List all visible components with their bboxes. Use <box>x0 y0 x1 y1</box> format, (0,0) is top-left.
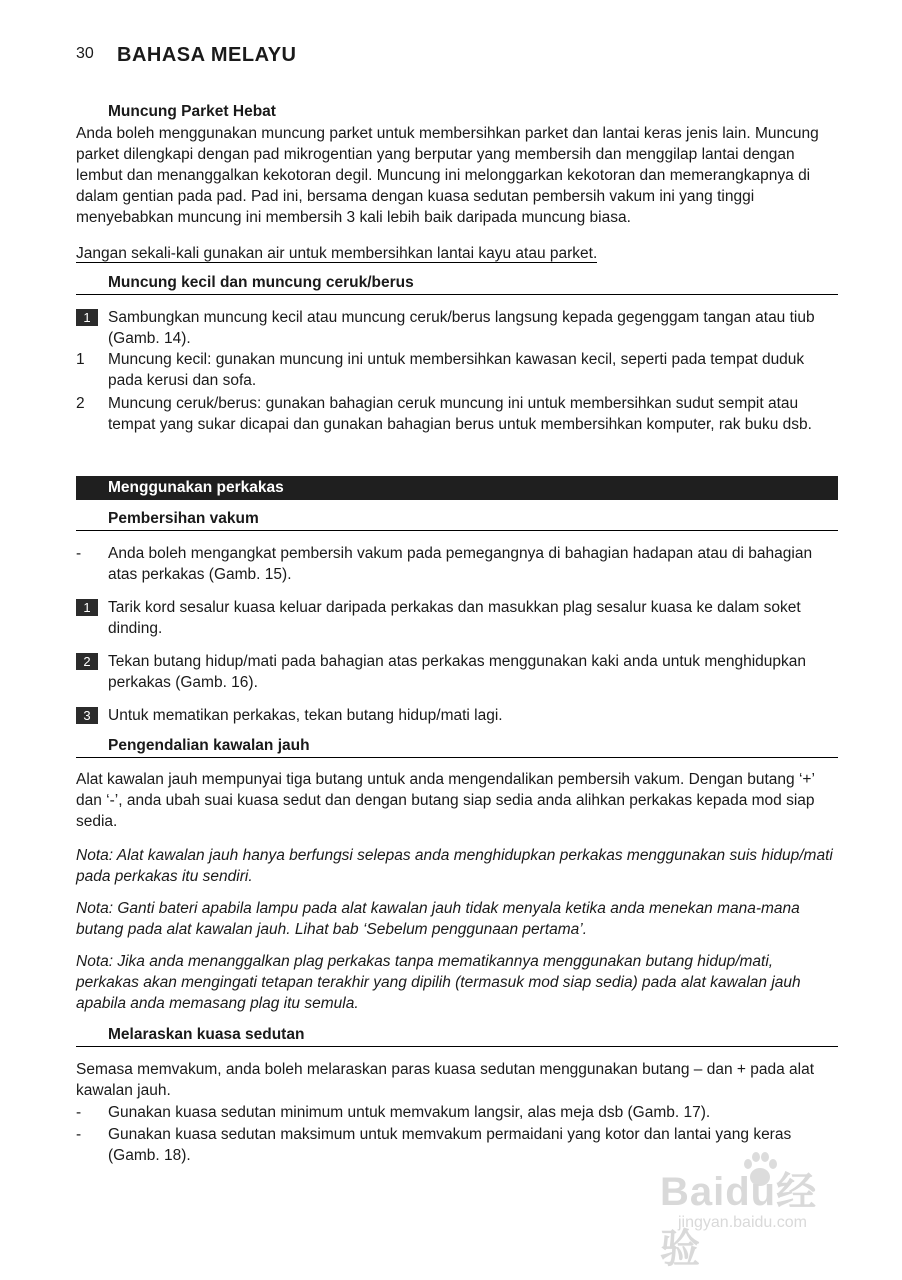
step-text: Untuk mematikan perkakas, tekan butang hidup/mati lagi. <box>108 707 503 724</box>
warning-text <box>76 243 838 264</box>
dash-marker: - <box>76 1104 82 1121</box>
warning-underlined: Jangan sekali-kali gunakan air untuk membersihkan lantai kayu atau parket. <box>76 245 598 262</box>
heading-pengendalian-kawalan: Pengendalian kawalan jauh <box>76 737 838 758</box>
heading-muncung-parket: Muncung Parket Hebat <box>108 103 276 120</box>
baidu-watermark <box>660 1150 850 1271</box>
list-number: 2 <box>76 395 85 412</box>
watermark-brand: Baidu经验 <box>660 1170 818 1271</box>
section-bar-menggunakan: Menggunakan perkakas <box>76 476 838 500</box>
dash-text: Gunakan kuasa sedutan maksimum untuk memvakum permaidani yang kotor dan lantai yang keras (Gamb. 18). <box>108 1126 792 1164</box>
dash-item <box>76 1102 838 1123</box>
step-number-box: 1 <box>76 309 98 326</box>
list-text: Muncung kecil: gunakan muncung ini untuk membersihkan kawasan kecil, seperti pada tempat duduk pada kerusi dan sofa. <box>108 351 805 389</box>
paragraph-melaraskan: Semasa memvakum, anda boleh melaraskan paras kuasa sedutan menggunakan butang – dan + pada alat kawalan jauh. <box>76 1061 815 1099</box>
step-number-box: 2 <box>76 653 98 670</box>
page-language-title: BAHASA MELAYU <box>117 44 297 66</box>
dash-text: Anda boleh mengangkat pembersih vakum pada pemegangnya di bahagian hadapan atau di bahagian atas perkakas (Gamb. 15). <box>108 545 813 583</box>
page-number: 30 <box>76 45 94 62</box>
watermark-url: jingyan.baidu.com <box>678 1214 807 1231</box>
step-text: Sambungkan muncung kecil atau muncung ceruk/berus langsung kepada gegenggam tangan atau tiub (Gamb. 14). <box>108 309 815 347</box>
dash-text: Gunakan kuasa sedutan minimum untuk memvakum langsir, alas meja dsb (Gamb. 17). <box>108 1104 711 1121</box>
dash-marker: - <box>76 1126 82 1143</box>
step-number-box: 3 <box>76 707 98 724</box>
heading-muncung-kecil: Muncung kecil dan muncung ceruk/berus <box>76 274 838 295</box>
step-1-sambungkan <box>76 307 838 349</box>
dash-marker: - <box>76 545 82 562</box>
heading-melaraskan-kuasa: Melaraskan kuasa sedutan <box>76 1026 838 1047</box>
paragraph-kawalan-jauh: Alat kawalan jauh mempunyai tiga butang untuk anda mengendalikan pembersih vakum. Dengan butang ‘+’ dan ‘-’, anda ubah suai kuasa sedut dan dengan butang siap sedia anda alihkan perkakas kepada mod siap sedia. <box>76 771 815 830</box>
heading-pembersihan-vakum: Pembersihan vakum <box>76 510 838 531</box>
step-2-tekan-butang <box>76 651 838 693</box>
note-3: Nota: Jika anda menanggalkan plag perkakas tanpa mematikannya menggunakan butang hidup/mati, perkakas akan mengingati tetapan terakhir yang dipilih (termasuk mod siap sedia) pada alat kawalan jauh apabila anda memasang plag itu semula. <box>76 953 801 1012</box>
step-3-mematikan <box>76 705 838 726</box>
step-1-tarik-kord <box>76 597 838 639</box>
step-text: Tarik kord sesalur kuasa keluar daripada perkakas dan masukkan plag sesalur kuasa ke dalam soket dinding. <box>108 599 801 637</box>
list-number: 1 <box>76 351 85 368</box>
note-2: Nota: Ganti bateri apabila lampu pada alat kawalan jauh tidak menyala ketika anda menekan mana-mana butang pada alat kawalan jauh. Lihat bab ‘Sebelum penggunaan pertama’. <box>76 900 800 938</box>
paragraph-parket: Anda boleh menggunakan muncung parket untuk membersihkan parket dan lantai keras jenis lain. Muncung parket dilengkapi dengan pad mikrogentian yang berputar yang membersih dan menggilap lantai dengan lembut dan menanggalkan kekotoran degil. Muncung ini melonggarkan kekotoran dan memerangkapnya di dalam gentian pada pad. Pad ini, bersama dengan kuasa sedutan pembersih vakum ini yang tinggi menyebabkan muncung ini membersih 3 kali lebih baik daripada muncung biasa. <box>76 125 819 226</box>
list-item <box>76 393 838 435</box>
step-text: Tekan butang hidup/mati pada bahagian atas perkakas menggunakan kaki anda untuk menghidupkan perkakas (Gamb. 16). <box>108 653 807 691</box>
dash-item <box>76 543 838 585</box>
note-1: Nota: Alat kawalan jauh hanya berfungsi selepas anda menghidupkan perkakas menggunakan suis hidup/mati pada perkakas itu sendiri. <box>76 847 833 885</box>
step-number-box: 1 <box>76 599 98 616</box>
list-item <box>76 349 838 391</box>
list-text: Muncung ceruk/berus: gunakan bahagian ceruk muncung ini untuk membersihkan sudut sempit atau tempat yang sukar dicapai dan gunakan bahagian berus untuk membersihkan komputer, rak buku dsb. <box>108 395 812 433</box>
